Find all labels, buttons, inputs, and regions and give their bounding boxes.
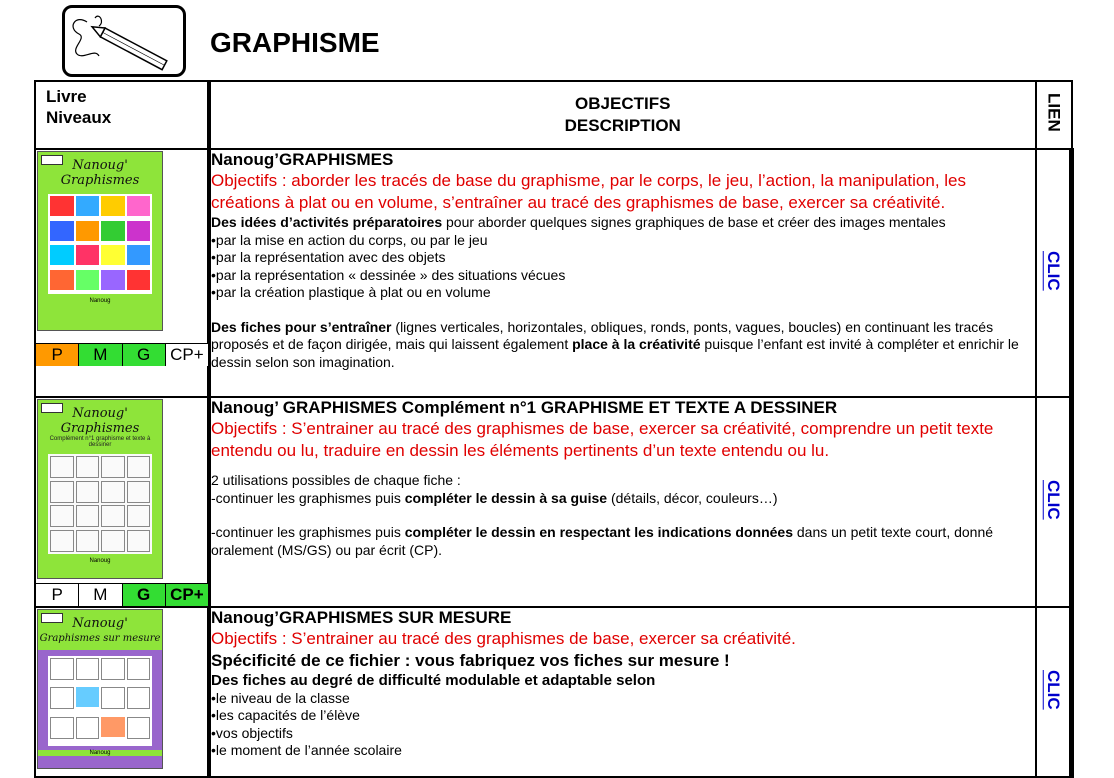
book-title: Nanoug’GRAPHISMES [211, 150, 394, 169]
book-cell [35, 149, 209, 397]
bullet-item: •par la représentation « dessinée » des situations vécues [211, 266, 566, 283]
page-title: GRAPHISME [210, 27, 380, 58]
usage-2-start: -continuer les graphismes puis [211, 524, 405, 540]
link-cell [1036, 149, 1072, 397]
usage-option-1 [211, 490, 1035, 508]
header-livre-niveaux [35, 81, 209, 149]
level-p: P [36, 584, 79, 606]
bullet-item: •le niveau de la classe [211, 689, 350, 706]
usage-intro: 2 utilisations possibles de chaque fiche : [211, 472, 461, 488]
level-g: G [123, 344, 166, 366]
clic-link[interactable]: CLIC [1043, 669, 1063, 710]
table-row [35, 397, 1072, 607]
subhead-text: Des fiches au degré de difficulté modulable et adaptable selon [211, 672, 656, 689]
pencil-icon [41, 403, 63, 413]
worksheets-bold: Des fiches pour s’entraîner [211, 318, 392, 335]
header-objectifs [209, 81, 1036, 149]
link-cell [1036, 607, 1072, 777]
activities-rest: pour aborder quelques signes graphiques de base et créer des images mentales [442, 214, 946, 230]
bullet-item: •par la création plastique à plat ou en volume [211, 284, 491, 300]
cover-author: Nanoug [38, 750, 162, 756]
header-lien [1036, 81, 1072, 149]
header-lien-label: LIEN [1044, 93, 1064, 132]
book-cover-image[interactable] [37, 399, 163, 579]
worksheets-bold2: place à la créativité [572, 336, 701, 352]
clic-link[interactable]: CLIC [1043, 479, 1063, 520]
cover-illustration [48, 194, 152, 294]
worksheets-paragraph [211, 319, 1035, 372]
book-cover-image[interactable] [37, 609, 163, 769]
activities-bold: Des idées d’activités préparatoires [211, 214, 443, 230]
usage-1-start: -continuer les graphismes puis [211, 489, 405, 506]
worksheets-end: puisque l’enfant est invité à compléter et enrichir le dessin selon son imagination. [211, 336, 1019, 370]
objective-text: Objectifs : aborder les tracés de base du graphisme, par le corps, le jeu, l’action, la manipulation, les créations à plat ou en volume, s’entraîner au tracé des graphismes de base, exercer sa créativité. [211, 171, 967, 212]
header-objectifs-label: OBJECTIFS [575, 94, 671, 113]
book-title: Nanoug’GRAPHISMES SUR MESURE [211, 608, 512, 627]
cover-title: Nanoug' Graphismes [60, 158, 140, 188]
usage-option-2 [211, 524, 1035, 559]
clic-link[interactable]: CLIC [1043, 250, 1063, 291]
description-cell [209, 149, 1036, 397]
catalog-table [34, 80, 1074, 778]
worksheets-rest: (lignes verticales, horizontales, obliques, ronds, ponts, vagues, boucles) en continuant les tracés proposés et de façon dirigée, mais qui laissent également [211, 318, 994, 352]
bullet-item: •par la mise en action du corps, ou par le jeu [211, 231, 488, 248]
cover-title: Nanoug' Graphismes [60, 406, 140, 436]
level-m: M [79, 344, 122, 366]
description-cell [209, 397, 1036, 607]
book-title: Nanoug’ GRAPHISMES Complément n°1 GRAPHISME ET TEXTE A DESSINER [211, 398, 838, 417]
book-cell [35, 607, 209, 777]
cover-author: Nanoug [89, 298, 111, 304]
book-cover-image[interactable] [37, 151, 163, 331]
header-description-label: DESCRIPTION [564, 116, 681, 135]
bullet-item: •les capacités de l’élève [211, 707, 360, 723]
table-row [35, 607, 1072, 777]
level-badges [36, 343, 208, 366]
cover-illustration [48, 656, 152, 746]
usage-1-end: (détails, décor, couleurs…) [607, 489, 778, 506]
book-cell [35, 397, 209, 607]
specificity-text: Spécificité de ce fichier : vous fabriquez vos fiches sur mesure ! [211, 651, 730, 670]
header-livre: Livre [46, 87, 87, 106]
cover-author: Nanoug [89, 558, 111, 564]
bullet-item: •le moment de l’année scolaire [211, 742, 402, 758]
cover-illustration [48, 454, 152, 554]
pencil-icon [41, 613, 63, 623]
level-m: M [79, 584, 122, 606]
logo-pencil-icon [62, 5, 186, 77]
bullet-item: •par la représentation avec des objets [211, 249, 446, 265]
table-row [35, 149, 1072, 397]
usage-1-bold: compléter le dessin à sa guise [404, 489, 608, 506]
usage-2-end: dans un petit texte court, donné oralement (MS/GS) ou par écrit (CP). [211, 524, 994, 558]
bullet-item: •vos objectifs [211, 724, 293, 741]
activities-paragraph [211, 214, 1035, 232]
description-cell [209, 607, 1036, 777]
link-cell [1036, 397, 1072, 607]
objective-text: Objectifs : S’entrainer au tracé des graphismes de base, exercer sa créativité, comprendre un petit texte entendu ou lu, traduire en dessin les éléments pertinents d’un texte entendu ou lu. [211, 419, 994, 460]
level-p: P [36, 344, 79, 366]
level-cp: CP+ [166, 344, 208, 366]
level-badges [36, 583, 208, 606]
level-cp: CP+ [166, 584, 208, 606]
pencil-icon [41, 155, 63, 165]
table-header [35, 81, 1072, 149]
cover-subtitle: Graphismes sur mesure [38, 631, 162, 650]
header-niveaux: Niveaux [46, 108, 112, 127]
level-g: G [123, 584, 166, 606]
usage-2-bold: compléter le dessin en respectant les indications données [404, 524, 793, 540]
cover-subtitle: Complément n°1 graphisme et texte à dessiner [49, 436, 151, 448]
objective-text: Objectifs : S’entrainer au tracé des graphismes de base, exercer sa créativité. [211, 629, 796, 648]
cover-title: Nanoug' [38, 610, 162, 631]
